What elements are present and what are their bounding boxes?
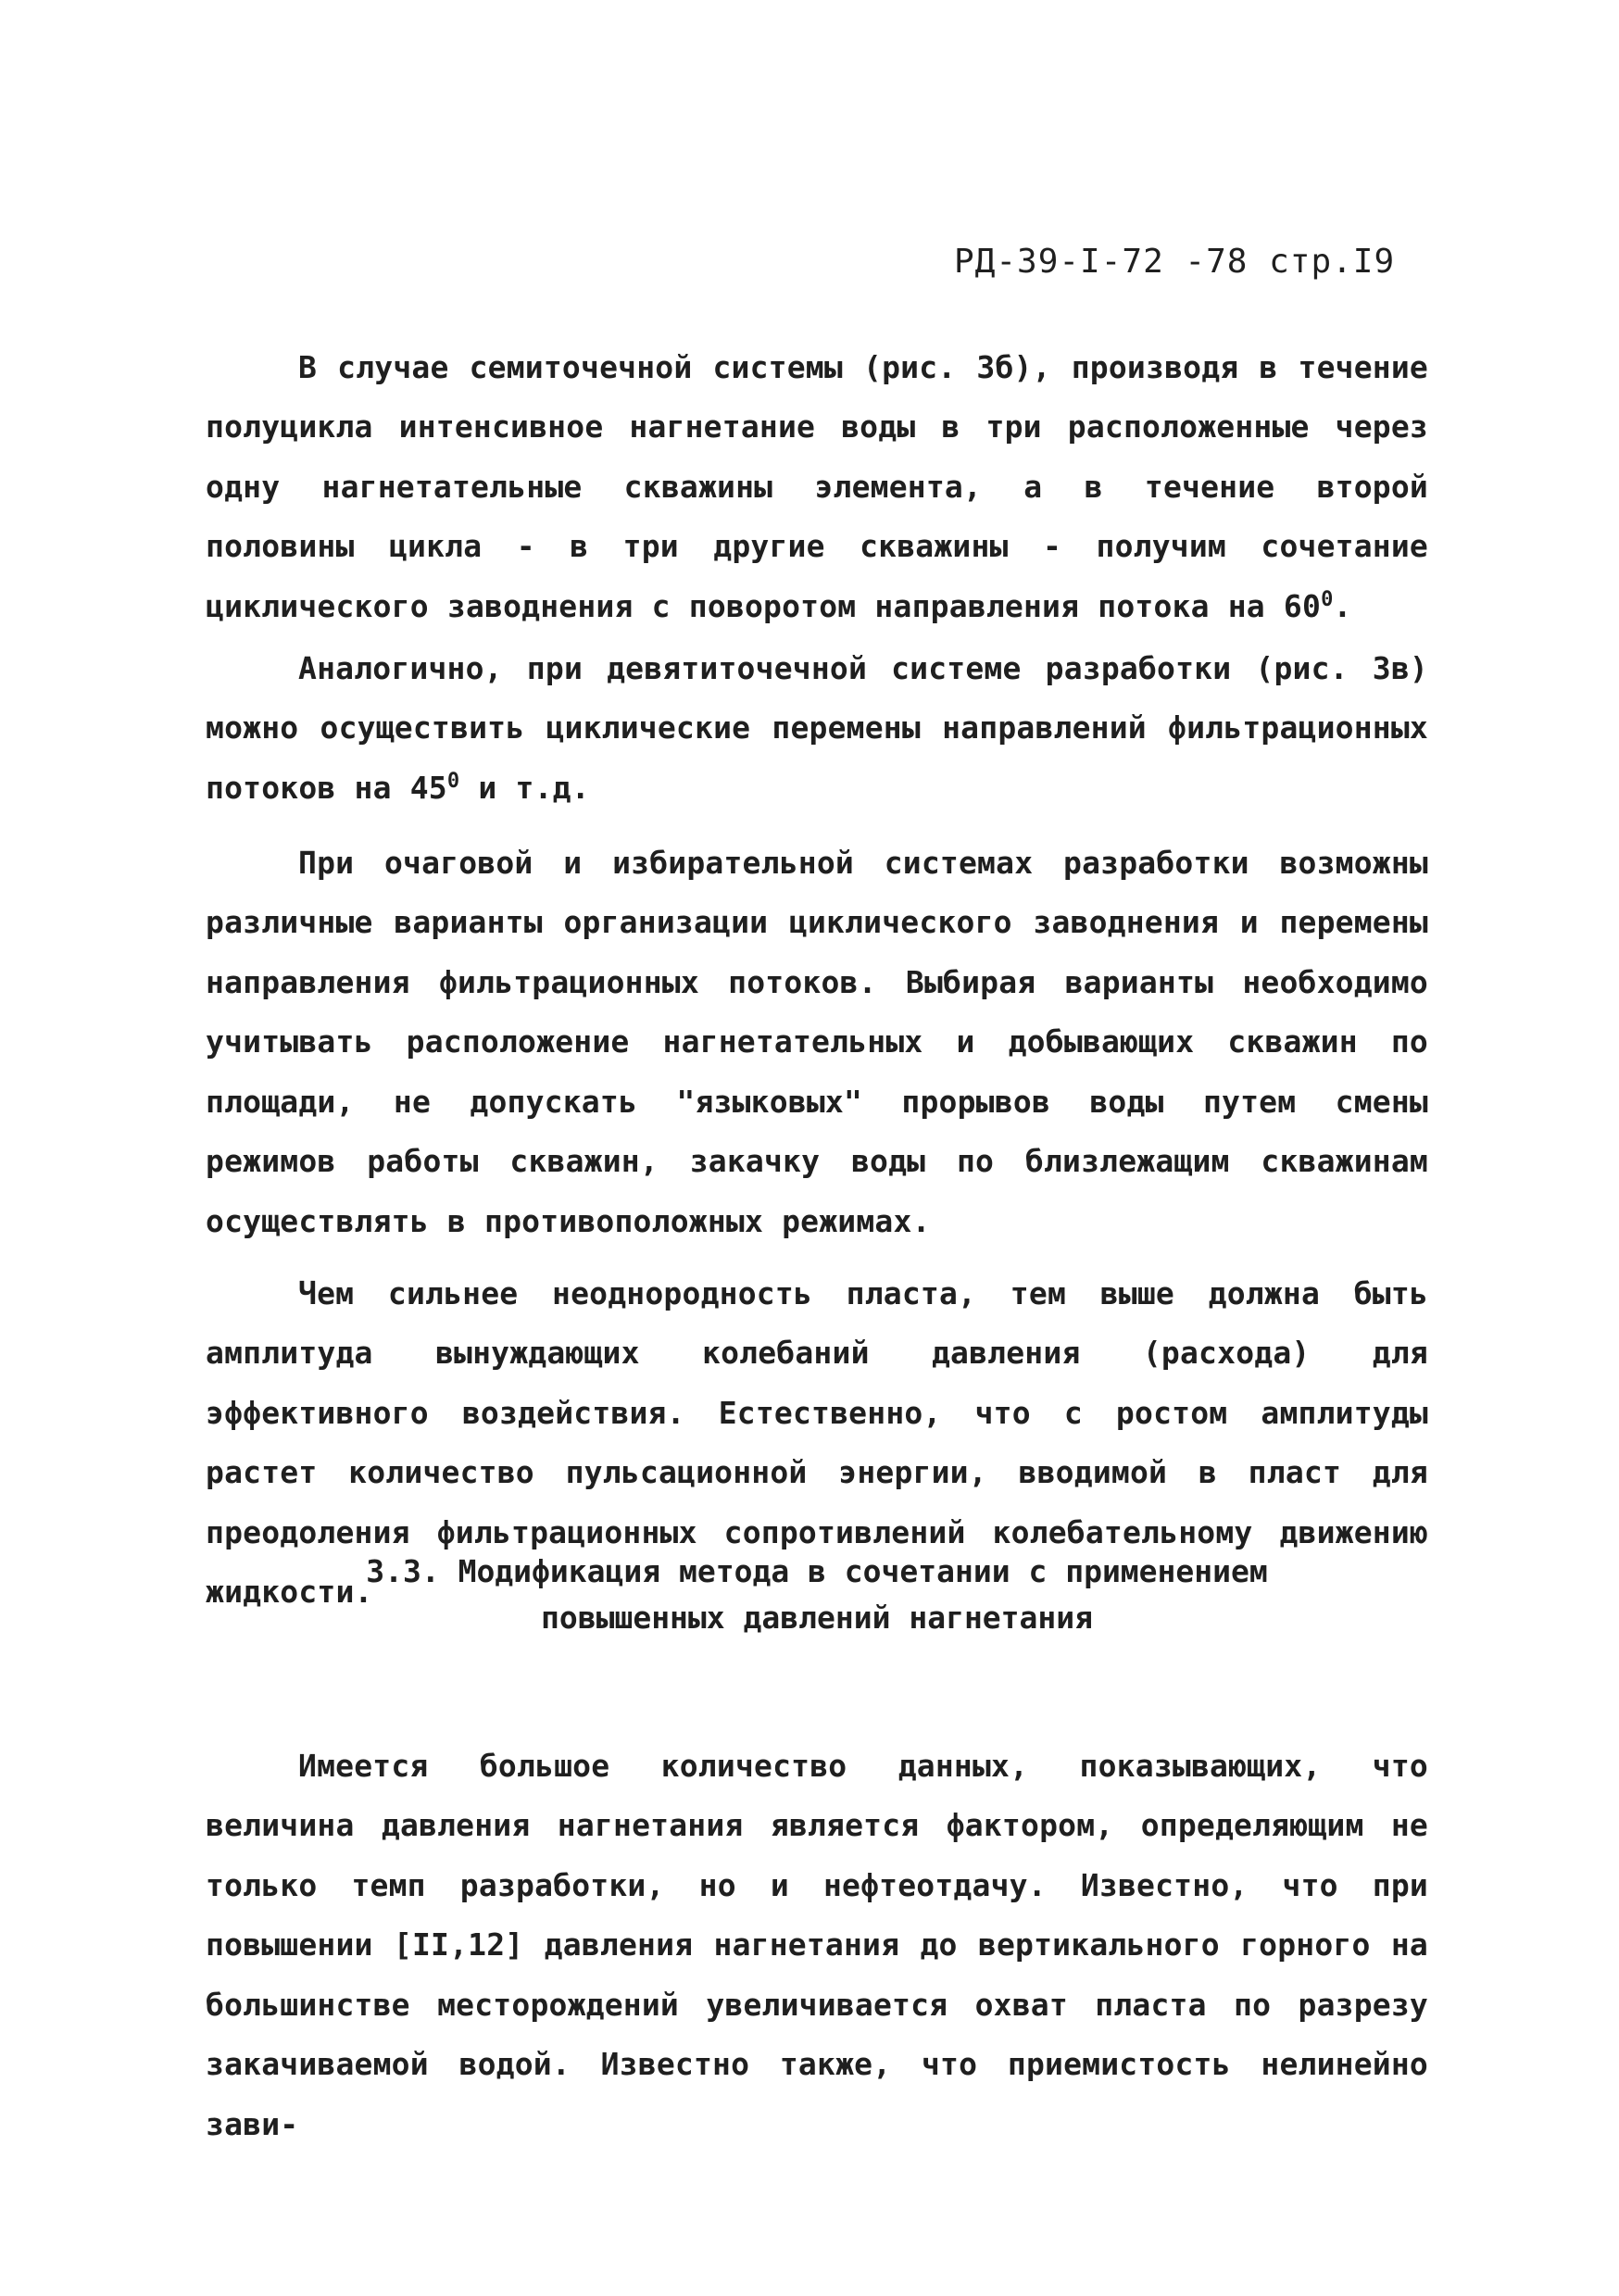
section-heading: 3.3. Модификация метода в сочетании с применением повышенных давлений нагнетания: [366, 1553, 1268, 1636]
paragraph-text: Аналогично, при девятиточечной системе разработки (рис. 3в) можно осуществить циклические перемены направлений фильтрационных потоков на 45: [206, 649, 1428, 806]
paragraph-text: При очаговой и избирательной системах разработки возможны различные варианты организации циклического заводнения и перемены направления фильтрационных потоков. Выбирая варианты необходимо учитывать расположение нагнетательных и добывающих скважин по площади, не допускать "языковых" прорывов воды путем смены режимов работы скважин, закачку воды по близлежащим скважинам осуществлять в противоположных режимах.: [206, 844, 1428, 1239]
degree-superscript: 0: [1321, 587, 1334, 611]
paragraph-text: Имеется большое количество данных, показывающих, что величина давления нагнетания является фактором, определяющим не только темп разработки, но и нефтеотдачу. Известно, что при повышении [II,12] давления нагнетания до вертикального горного на большинстве месторождений увеличивается охват пласта по разрезу закачиваемой водой. Известно также, что приемистость нелинейно зави-: [206, 1747, 1428, 2142]
paragraph-end: .: [1333, 587, 1352, 624]
paragraph-text: В случае семиточечной системы (рис. 3б), производя в течение полуцикла интенсивное нагнетание воды в три расположенные через одну нагнетательные скважины элемента, а в течение второй половины цикла - в три другие скважины - получим сочетание циклического заводнения с поворотом направления потока на 60: [206, 348, 1428, 624]
paragraph-text: Чем сильнее неоднородность пласта, тем выше должна быть амплитуда вынуждающих колебаний давления (расхода) для эффективного воздействия. Естественно, что с ростом амплитуды растет количество пульсационной энергии, вводимой в пласт для преодоления фильтрационных сопротивлений колебательному движению жидкости.: [206, 1274, 1428, 1610]
page-header-reference: РД-39-I-72 -78 стр.I9: [954, 243, 1396, 281]
paragraph-end: и т.д.: [459, 769, 590, 806]
degree-superscript: 0: [446, 769, 460, 793]
paragraph-injection-pressure: [206, 1676, 1428, 2214]
